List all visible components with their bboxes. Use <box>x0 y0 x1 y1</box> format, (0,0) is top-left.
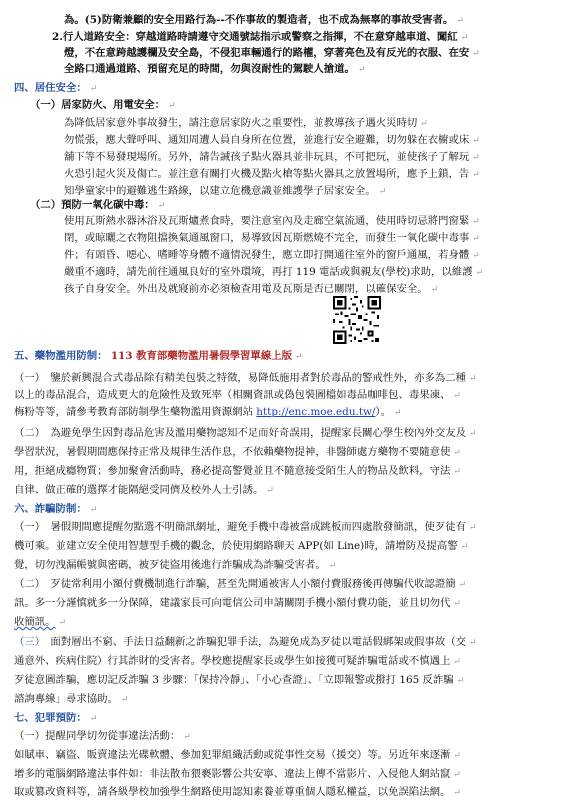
s6-2-line-1: （二） 歹徒常利用小額付費機制進行詐騙，甚至先開通被害人小額付費服務後再傳騙代收認證簡 ↵ <box>14 578 467 590</box>
s5-2-line-3: 用，拒絕成癮物質；參加聚會活動時，務必提高警覺並且不隨意接受陌生人的物品及飲料，守法 ↵ <box>14 465 461 477</box>
s6-3-line-1: （三） 面對層出不窮、手法日益翻新之詐騙犯罪手法，為避免成為歹徒以電話假綁架或假事故（交 ↵ <box>14 636 477 648</box>
top-line-3: 燈，不在意跨越護欄及安全島，不侵犯車輛通行的路權，穿著亮色及有反光的衣服、在安 ↵ <box>64 47 480 59</box>
s6-2-marker: （二） <box>14 578 40 590</box>
s5-2-line-1: （二） 為避免學生因對毒品危害及濫用藥物認知不足而好奇誤用，提醒家長關心學生校內外交友及 ↵ <box>14 427 477 439</box>
s6-1-line-1: （一） 暑假期間應提醒勿點選不明簡訊網址，避免手機中毒被當成跳板而四處散發簡訊，使歹徒有 ↵ <box>14 521 477 533</box>
top-line-4: 全路口通過道路、預留充足的時間，勿與沒耐性的駕駛人搶道。 ↵ <box>64 63 366 75</box>
s5-1-line-1: （一） 鑒於新興混合式毒品除有精美包裝之特徵，易降低施用者對於毒品的警戒性外，亦多為二種 ↵ <box>14 372 477 384</box>
s6-3-line-3: 歹徒意圖詐騙，應切記反詐騙 3 步驟：「保持冷靜」、「小心查證」、「立即報警或撥打 165 反詐騙 ↵ <box>14 674 465 686</box>
s5-2-line-2: 學習狀況，暑假期間應保持正常及規律生活作息，不依賴藥物提神，非醫師處方藥物不要隨意使 ↵ <box>14 446 461 458</box>
s4-2-title: （二）預防一氧化碳中毒： ↵ <box>30 199 166 211</box>
top-line-1: 為。(5)防衛兼顧的安全用路行為--不作事故的製造者，也不成為無辜的事故受害者。 ↵ <box>64 14 464 26</box>
s6-1-line-3: 覺，切勿洩漏帳號與密碼，被歹徒盜用後進行詐騙成為詐騙受害者。 ↵ <box>14 559 337 571</box>
s4-2-line-2: 閉，或晾曬之衣物阻擋換氣通風窗口，易導致因瓦斯燃燒不完全，而發生一氧化碳中毒事 ↵ <box>64 232 480 244</box>
section-7-heading: 七、犯罪預防： ↵ <box>14 712 98 724</box>
s6-1-marker: （一） <box>14 521 40 533</box>
s4-2-line-5: 孩子自身安全。外出及就寢前亦必須檢查用電及瓦斯是否已關閉，以確保安全。 ↵ <box>64 283 439 295</box>
s7-1-line-1: 如賦車、竊盜、販賣違法光碟軟體、參加犯罪組織活動或從事性交易（援交）等。另近年來逐漸 ↵ <box>14 749 461 761</box>
section-5-heading-row: 五、藥物濫用防制： 113 教育部藥物濫用暑假學習單線上版 ↵ <box>14 350 303 362</box>
s4-2-line-3: 件；有頭昏、噁心、嗜睡等身體不適情況發生，應立即打開通往室外的窗戶通風，若身體 ↵ <box>64 249 480 261</box>
s7-1-line-3: 取或篡改資料等，請各級學校加強學生網路使用認知素養並尊重個人隱私權益，以免誤陷法網。 ↵ <box>14 786 461 798</box>
s6-3-line-4: 諮詢專線」尋求協助。 ↵ <box>14 693 129 705</box>
s5-1-line-2: 以上的毒品混合，造成更大的危險性及致死率（相關資訊或偽包裝圖檔如毒品咖啡包、毒果凍、 ↵ <box>14 389 461 401</box>
s6-2-line-3: 收簡訊。 ↵ <box>14 616 67 628</box>
s4-2-line-1: 使用瓦斯熱水器沐浴及瓦斯爐煮食時，要注意室內及走廊空氣流通，使用時切忌將門窗緊 ↵ <box>64 215 480 227</box>
s4-1-title: （一）居家防火、用電安全： ↵ <box>30 99 176 111</box>
s5-1-line-3: 梅粉等等，請參考教育部防制學生藥物濫用資源網站 http://enc.moe.edu.tw/）。 ↵ <box>14 406 402 418</box>
section-6-heading: 六、詐騙防制： ↵ <box>14 503 98 515</box>
moe-resource-link[interactable]: http://enc.moe.edu.tw/ <box>256 406 376 418</box>
s6-3-marker: （三） <box>14 636 40 648</box>
online-worksheet-note: 113 教育部藥物濫用暑假學習單線上版 <box>110 350 292 362</box>
s4-1-line-2: 勿慌張，應大聲呼叫、通知周遭人員自身所在位置，並進行安全避難，切勿躲在衣櫥或床 ↵ <box>64 134 480 146</box>
s7-1-title: （一）提醒同學切勿從事違法活動： ↵ <box>14 730 191 742</box>
s5-1-marker: （一） <box>14 372 40 384</box>
s4-1-line-4: 火恐引起火災及傷亡。並注意有關打火機及點火槍等點火器具之放置場所，應予上鎖，告 ↵ <box>64 168 480 180</box>
s5-2-line-4: 自律、做正確的選擇才能隔絕受同儕及校外人士引誘。 ↵ <box>14 484 274 496</box>
s5-2-marker: （二） <box>14 427 40 439</box>
s6-3-line-2: 通意外、疾病住院）行其詐財的受害者。學校應提醒家長或學生如接獲可疑詐騙電話或不慎遇上 ↵ <box>14 655 461 667</box>
s4-1-line-3: 舖下等不易發現場所。另外，請告誡孩子點火器具並非玩具，不可把玩，並使孩子了解玩 ↵ <box>64 151 480 163</box>
top-line-2: 2.行人道路安全：穿越道路時請遵守交通號誌指示或警察之指揮，不在意穿越車道、闖紅 ↵ <box>52 31 469 43</box>
s4-1-line-1: 為降低居家意外事故發生，請注意居家防火之重要性，並教導孩子遇火災時切 ↵ <box>64 117 428 129</box>
s6-1-line-2: 機可乘。並建立安全使用智慧型手機的觀念，於使用網路聊天 APP(如 Line)時，請增防及提高警 ↵ <box>14 540 469 552</box>
s4-2-line-4: 嚴重不適時，請先前往通風良好的室外環境，再打 119 電話或與親友(學校)求助，以維護 ↵ <box>64 266 484 278</box>
s6-2-line-2: 訊。多一分謹慎就多一分保障，建議家長可向電信公司申請關閉手機小額付費功能，並且切勿代 ↵ <box>14 597 461 609</box>
s4-1-line-5: 知學童家中的避難逃生路線，以建立危機意識並維護學子居家安全。 ↵ <box>64 185 387 197</box>
section-4-heading: 四、居住安全： ↵ <box>14 82 98 94</box>
s7-1-line-2: 增多的電腦網路違法事件如：非法散布猥褻影響公共安寧、違法上傳不當影片、入侵他人網站竄 ↵ <box>14 768 461 780</box>
qr-code-image <box>333 296 381 344</box>
section-5-heading: 五、藥物濫用防制： <box>14 350 108 362</box>
